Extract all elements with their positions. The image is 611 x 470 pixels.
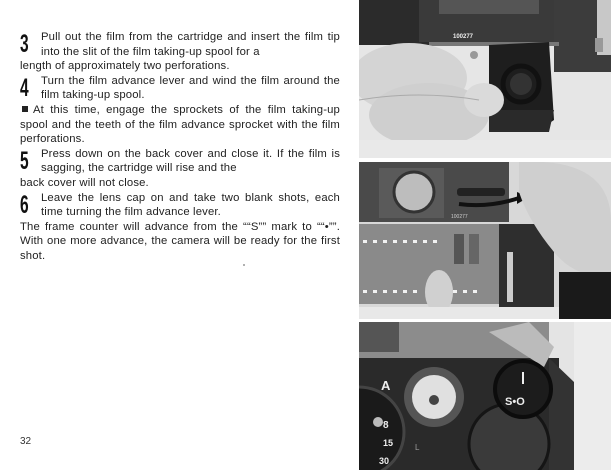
page-number: 32 xyxy=(20,436,32,447)
photo-insert-film xyxy=(359,0,611,158)
step-text: Pull out the film from the cartridge and insert the film tip into the slit of the film taking-up spool for a xyxy=(41,31,340,58)
note-paragraph xyxy=(20,103,340,147)
instruction-text xyxy=(20,30,340,264)
step-4 xyxy=(20,74,340,103)
dial-mark-l: L xyxy=(415,443,420,452)
serial-label: 100277 xyxy=(451,214,468,220)
serial-label: 100277 xyxy=(453,34,474,40)
step-text: Press down on the back cover and close it. If the film is sagging, the cartridge will rise and the xyxy=(41,147,340,175)
dial-mark-15: 15 xyxy=(383,438,394,448)
step-3 xyxy=(20,30,340,74)
photo-wind-film xyxy=(359,162,611,319)
step-5 xyxy=(20,147,340,191)
step-number: 3 xyxy=(20,30,29,58)
note-text: At this time, engage the sprockets of the film taking-up spool and the teeth of the film advance sprocket with the film perforations. xyxy=(20,103,340,146)
photo-frame-counter xyxy=(359,322,611,470)
print-speck xyxy=(243,264,245,266)
step-text-continuation: back cover will not close. xyxy=(20,176,149,189)
step-text: Leave the lens cap on and take two blank shots, each time turning the film advance lever. xyxy=(41,191,340,219)
square-bullet-icon xyxy=(22,106,28,112)
step-number: 6 xyxy=(20,190,29,219)
dial-mark-a: A xyxy=(381,378,391,393)
step-number: 4 xyxy=(20,73,29,102)
step-text: Turn the film advance lever and wind the film around the film taking-up spool. xyxy=(41,74,340,102)
dial-mark-8: 8 xyxy=(383,420,389,431)
frame-counter-marks: S•O xyxy=(505,396,525,408)
closing-paragraph: The frame counter will advance from the ““S”” mark to ““•””. With one more advance, the camera will be ready for the first shot. xyxy=(20,220,340,262)
step-6 xyxy=(20,191,340,220)
step-text-continuation: length of approximately two perforations. xyxy=(20,60,230,73)
photo-column xyxy=(359,0,611,470)
dial-mark-30: 30 xyxy=(379,456,390,466)
step-number: 5 xyxy=(20,146,29,175)
